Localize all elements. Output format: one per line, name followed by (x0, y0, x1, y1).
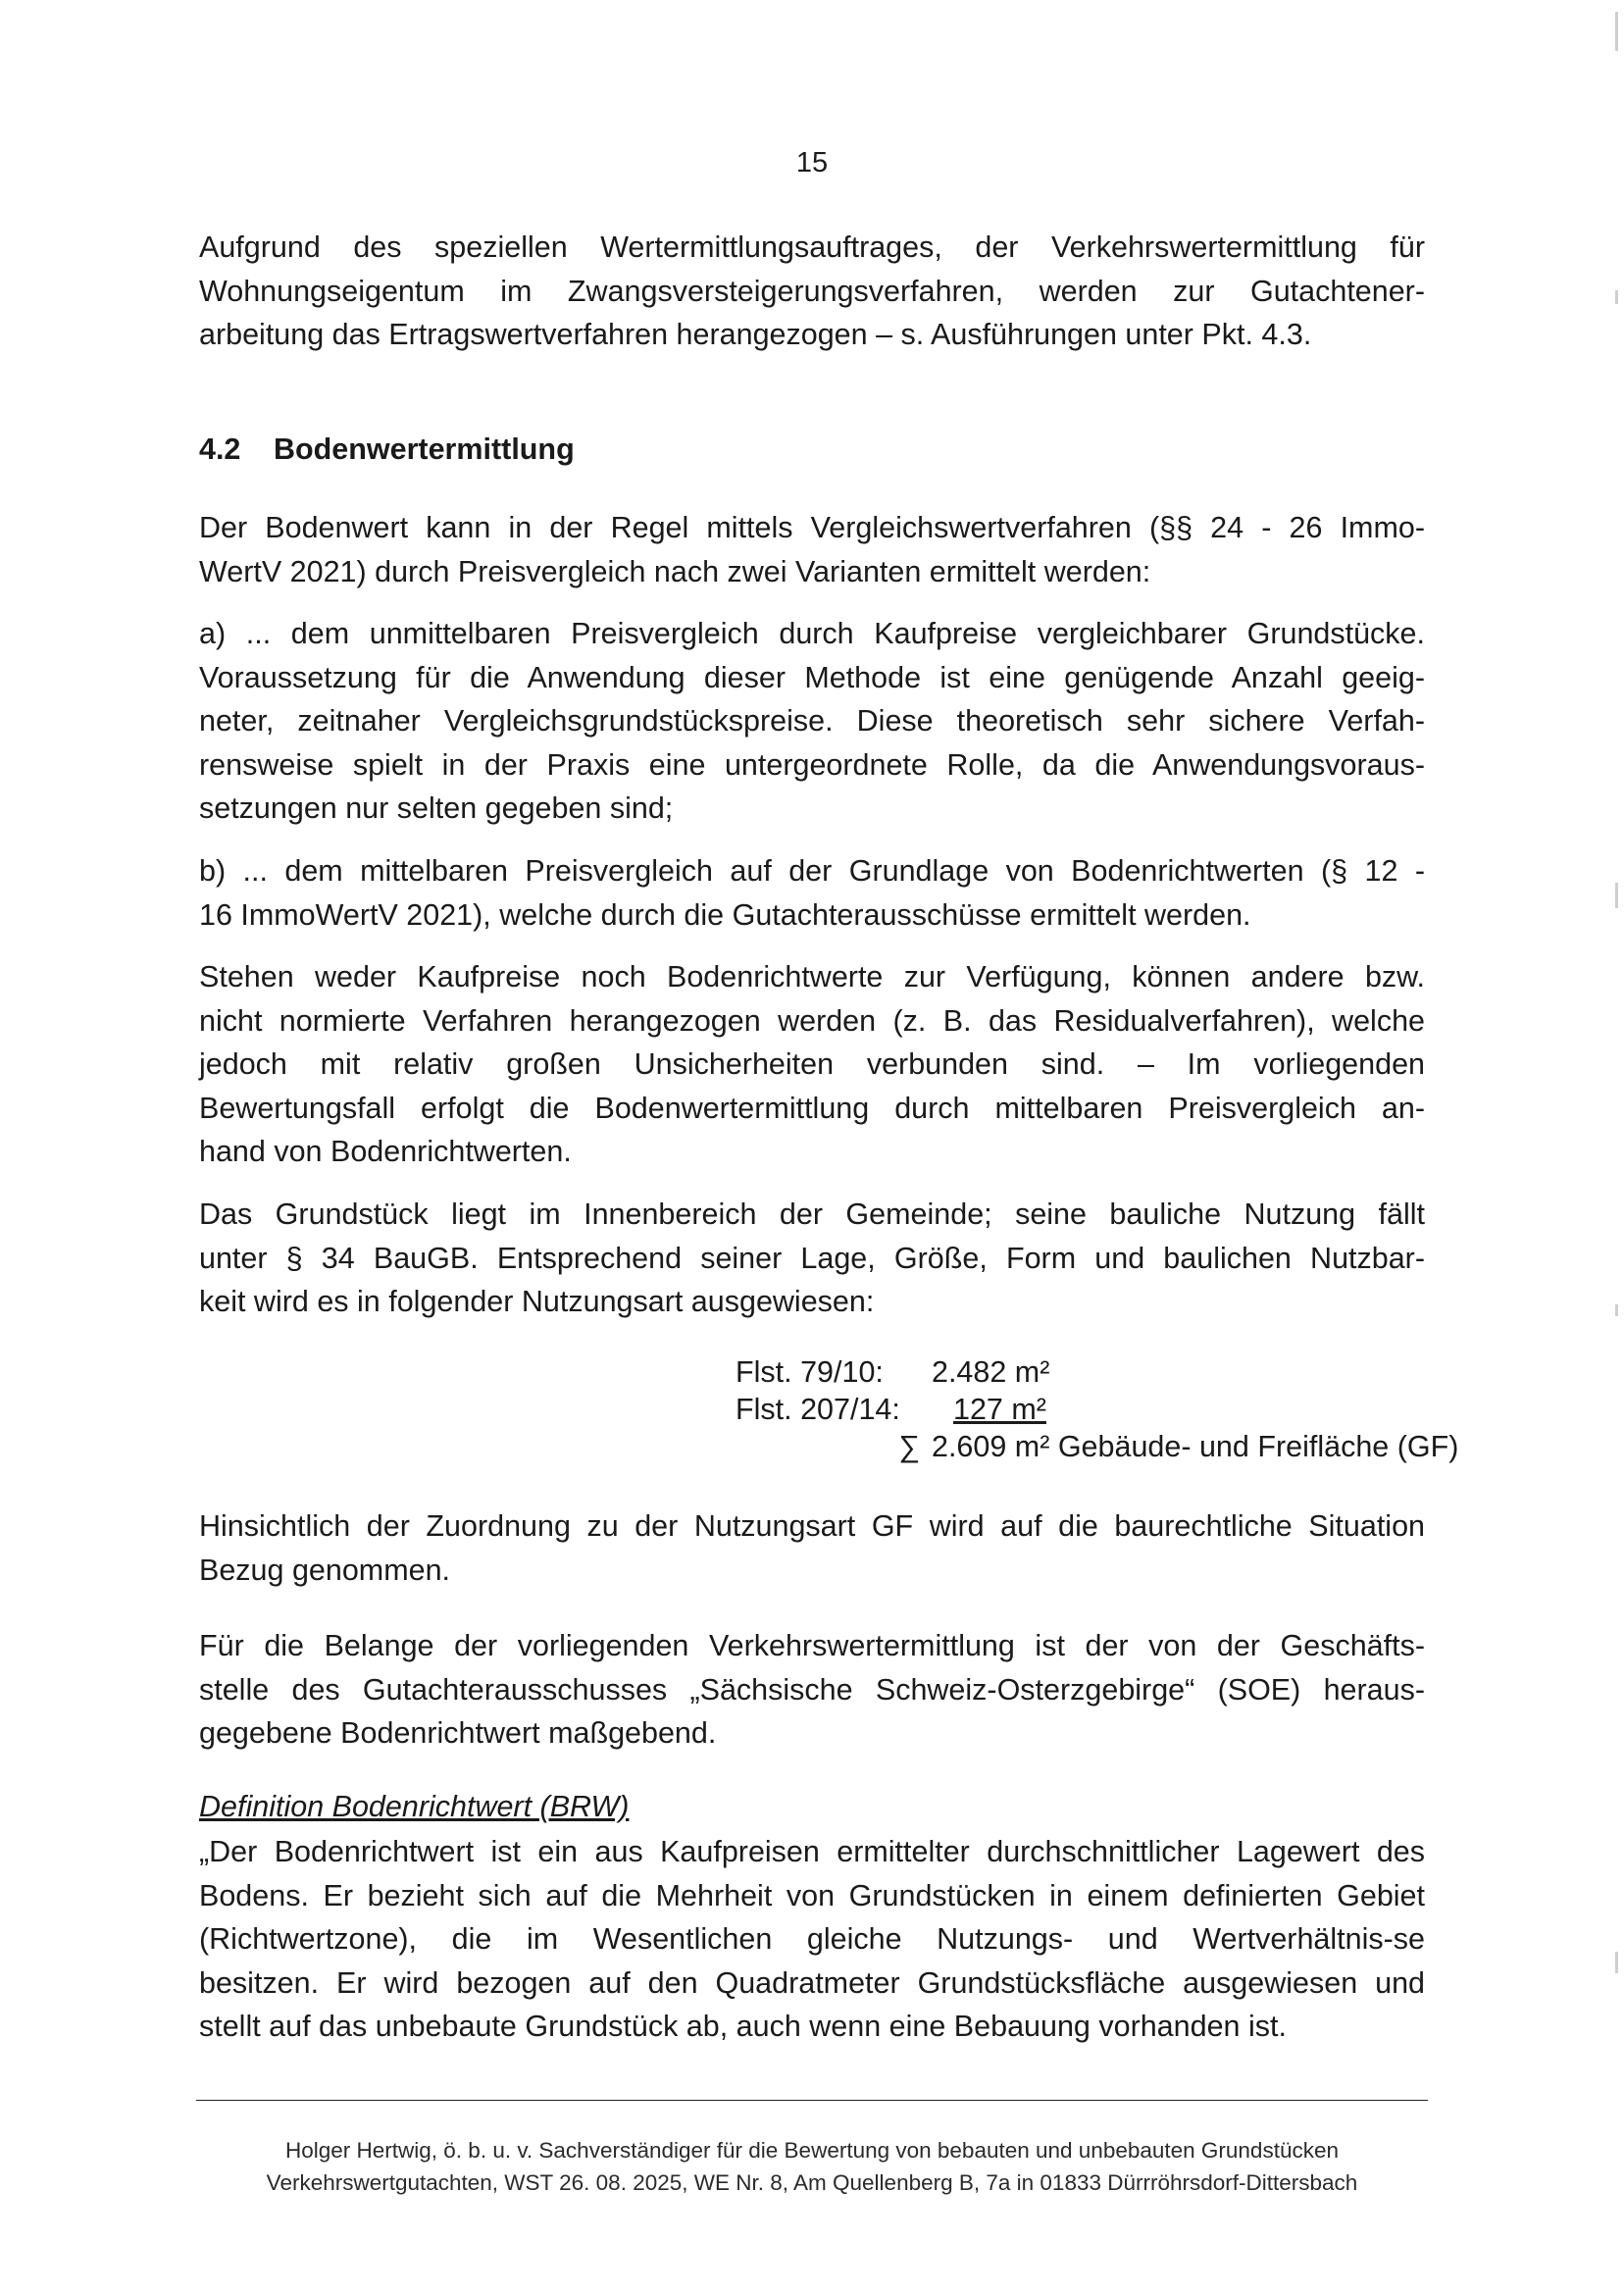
text-line: Aufgrund des speziellen Wertermittlungsauftrages, der Verkehrswertermittlung für (199, 230, 1425, 264)
definition-heading: Definition Bodenrichtwert (BRW) (199, 1790, 630, 1823)
scan-artifact (1615, 290, 1618, 304)
calc-label: Flst. 79/10: (736, 1355, 884, 1389)
text-line: rensweise spielt in der Praxis eine untergeordnete Rolle, da die Anwendungsvoraus- (199, 747, 1425, 782)
text-line: stelle des Gutachterausschusses „Sächsische Schweiz-Osterzgebirge“ (SOE) heraus- (199, 1672, 1425, 1707)
text-line: Für die Belange der vorliegenden Verkehrswertermittlung ist der von der Geschäfts- (199, 1629, 1425, 1662)
area-calculation (736, 1353, 1458, 1465)
calc-row-flst-207-14 (736, 1391, 1458, 1428)
text-line: Bezug genommen. (199, 1553, 451, 1587)
text-line: keit wird es in folgender Nutzungsart ausgewiesen: (199, 1285, 875, 1318)
text-line: setzungen nur selten gegeben sind; (199, 791, 674, 825)
text-line: WertV 2021) durch Preisvergleich nach zwei Varianten ermittelt werden: (199, 554, 1151, 588)
paragraph-variant-a (199, 612, 1425, 831)
text-line: Wohnungseigentum im Zwangsversteigerungsverfahren, werden zur Gutachtener- (199, 274, 1425, 308)
text-line: Stehen weder Kaufpreise noch Bodenrichtwerte zur Verfügung, können andere bzw. (199, 960, 1425, 994)
page-footer (0, 2134, 1624, 2199)
text-line: (Richtwertzone), die im Wesentlichen gleiche Nutzungs- und Wertverhältnis-se (199, 1922, 1425, 1956)
calc-sum-value: 2.609 m² Gebäude- und Freifläche (GF) (932, 1430, 1459, 1463)
page-number: 15 (795, 147, 829, 178)
paragraph-alternatives (199, 955, 1425, 1174)
paragraph-grundstueck (199, 1193, 1425, 1324)
text-line: 16 ImmoWertV 2021), welche durch die Gutachterausschüsse ermittelt werden. (199, 897, 1251, 932)
text-line: Das Grundstück liegt im Innenbereich der Gemeinde; seine bauliche Nutzung fällt (199, 1197, 1425, 1231)
text-line: Hinsichtlich der Zuordnung zu der Nutzungsart GF wird auf die baurechtliche Situation (199, 1509, 1425, 1543)
text-line: neter, zeitnaher Vergleichsgrundstückspreise. Diese theoretisch sehr sichere Verfah- (199, 704, 1425, 738)
text-line: Voraussetzung für die Anwendung dieser Methode ist eine genügende Anzahl geeig- (199, 660, 1425, 694)
text-line: a) ... dem unmittelbaren Preisvergleich durch Kaufpreise vergleichbarer Grundstücke. (199, 617, 1425, 650)
scan-artifact (1615, 883, 1618, 908)
text-line: Bodens. Er bezieht sich auf die Mehrheit von Grundstücken in einem definierten Gebiet (199, 1878, 1425, 1912)
text-line: jedoch mit relativ großen Unsicherheiten verbunden sind. – Im vorliegenden (199, 1047, 1425, 1081)
section-number: 4.2 (199, 433, 241, 466)
paragraph-zuordnung (199, 1504, 1425, 1592)
text-line: nicht normierte Verfahren herangezogen werden (z. B. das Residualverfahren), welche (199, 1003, 1425, 1038)
calc-row-flst-79-10 (736, 1353, 1458, 1391)
scan-artifact (1615, 12, 1618, 51)
definition-quote (199, 1830, 1425, 2049)
footer-line-2: Verkehrswertgutachten, WST 26. 08. 2025, WE Nr. 8, Am Quellenberg B, 7a in 01833 Dürrröhrsdorf-Dittersbach (266, 2170, 1358, 2195)
paragraph-variant-b (199, 849, 1425, 937)
section-heading (199, 430, 575, 469)
text-line: besitzen. Er wird bezogen auf den Quadratmeter Grundstücksfläche ausgewiesen und (199, 1965, 1425, 2000)
scan-artifact (1615, 1304, 1618, 1316)
text-line: hand von Bodenrichtwerten. (199, 1135, 572, 1168)
calc-value: 2.482 m² (932, 1355, 1050, 1389)
calc-row-sum (736, 1428, 1458, 1465)
calc-label: Flst. 207/14: (736, 1393, 900, 1426)
paragraph-belange (199, 1624, 1425, 1756)
text-line: unter § 34 BauGB. Entsprechend seiner Lage, Größe, Form und baulichen Nutzbar- (199, 1241, 1425, 1275)
footer-divider (196, 2100, 1428, 2101)
text-line: Bewertungsfall erfolgt die Bodenwertermittlung durch mittelbaren Preisvergleich an- (199, 1091, 1425, 1125)
footer-line-1: Holger Hertwig, ö. b. u. v. Sachverständiger für die Bewertung von bebauten und unbebauten Grundstücken (284, 2138, 1339, 2163)
calc-value: 127 m² (953, 1393, 1046, 1426)
intro-paragraph (199, 226, 1425, 357)
paragraph-bodenwert (199, 506, 1425, 593)
scan-artifact (1615, 1952, 1618, 1973)
sum-symbol: ∑ (898, 1430, 920, 1463)
text-line: arbeitung das Ertragswertverfahren herangezogen – s. Ausführungen unter Pkt. 4.3. (199, 318, 1312, 351)
text-line: b) ... dem mittelbaren Preisvergleich auf der Grundlage von Bodenrichtwerten (§ 12 - (199, 854, 1425, 888)
text-line: Der Bodenwert kann in der Regel mittels Vergleichswertverfahren (§§ 24 - 26 Immo- (199, 511, 1425, 544)
text-line: stellt auf das unbebaute Grundstück ab, auch wenn eine Bebauung vorhanden ist. (199, 2010, 1287, 2043)
section-title: Bodenwertermittlung (274, 433, 575, 466)
text-line: „Der Bodenrichtwert ist ein aus Kaufpreisen ermittelter durchschnittlicher Lagewert des (199, 1835, 1425, 1868)
text-line: gegebene Bodenrichtwert maßgebend. (199, 1716, 717, 1750)
